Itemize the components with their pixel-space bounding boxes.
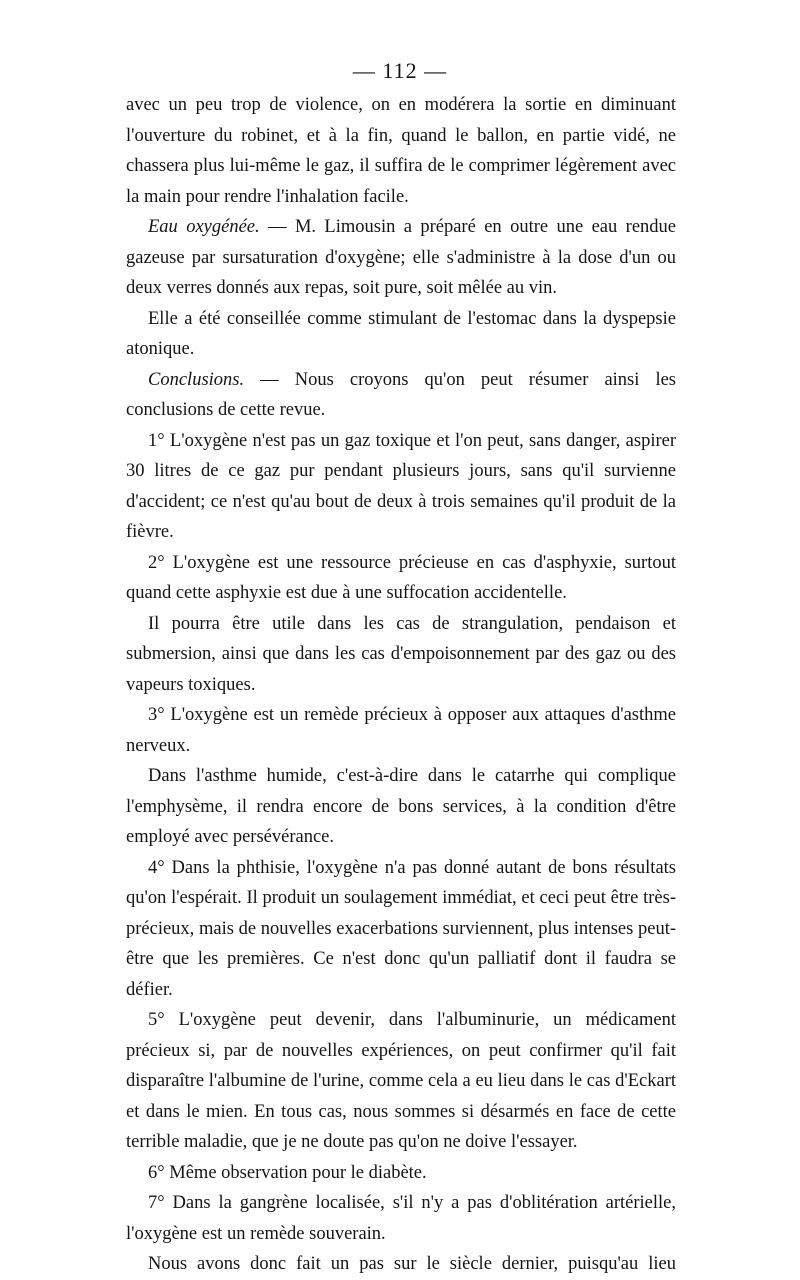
paragraph-text: 5° L'oxygène peut devenir, dans l'albuminurie, un médicament précieux si, par de nouvelles expériences, on peut confirmer qu'il fait disparaître l'albumine de l'urine, comme cela a eu lieu dans le cas d'Eckart et dans le mien. En tous cas, nous sommes si désarmés en face de cette terrible maladie, que je ne doute pas qu'on ne doive l'essayer. — [126, 1010, 676, 1152]
conclusion-6 — [126, 1158, 676, 1189]
conclusion-7 — [126, 1188, 676, 1249]
paragraph-text: 6° Même observation pour le diabète. — [148, 1162, 427, 1183]
section-heading-conclusions: Conclusions. — [148, 369, 245, 390]
paragraph-text: Elle a été conseillée comme stimulant de l'estomac dans la dyspepsie atonique. — [126, 308, 676, 359]
paragraph-text: 3° L'oxygène est un remède précieux à opposer aux attaques d'asthme nerveux. — [126, 705, 676, 756]
body-text — [126, 90, 676, 1280]
paragraph — [126, 609, 676, 701]
conclusion-4 — [126, 853, 676, 1006]
paragraph — [126, 761, 676, 853]
conclusion-1 — [126, 426, 676, 548]
paragraph-text: Dans l'asthme humide, c'est-à-dire dans le catarrhe qui complique l'emphysème, il rendra encore de bons services, à la condition d'être employé avec persévérance. — [126, 766, 676, 847]
paragraph-last — [126, 1249, 676, 1280]
paragraph-text: 2° L'oxygène est une ressource précieuse en cas d'asphyxie, surtout quand cette asphyxie est due à une suffocation accidentelle. — [126, 552, 676, 603]
paragraph-text: 4° Dans la phthisie, l'oxygène n'a pas donné autant de bons résultats qu'on l'espérait. Il produit un soulagement immédiat, et ceci peut être très-précieux, mais de nouvelles exacerbations surviennent, plus intenses peut-être que les premières. Ce n'est donc qu'un palliatif dont il faudra se défier. — [126, 857, 676, 1000]
paragraph-continuation — [126, 90, 676, 212]
conclusion-3 — [126, 700, 676, 761]
section-heading-eau-oxygenee: Eau oxygénée. — [148, 217, 260, 237]
paragraph-text: 1° L'oxygène n'est pas un gaz toxique et l'on peut, sans danger, aspirer 30 litres de ce gaz pur pendant plusieurs jours, sans qu'il survienne d'accident; ce n'est qu'au bout de deux à trois semaines qu'il produit de la fièvre. — [126, 430, 676, 542]
paragraph-text: avec un peu trop de violence, on en modérera la sortie en diminuant l'ouverture du robinet, et à la fin, quand le ballon, en partie vidé, ne chassera plus lui-même le gaz, il suffira de le comprimer légèrement avec la main pour rendre l'inhalation facile. — [126, 95, 676, 207]
conclusion-2 — [126, 548, 676, 609]
paragraph-text: 7° Dans la gangrène localisée, s'il n'y a pas d'oblitération artérielle, l'oxygène est un remède souverain. — [126, 1193, 676, 1244]
paragraph-conclusions — [126, 365, 676, 426]
conclusion-5 — [126, 1005, 676, 1158]
paragraph-text: — M. Limousin a préparé en outre une eau rendue gazeuse par sursaturation d'oxygène; elle s'administre à la dose d'un ou deux verres donnés aux repas, soit pure, soit mêlée au vin. — [126, 217, 676, 298]
paragraph-text: Nous avons donc fait un pas sur le siècle dernier, puisqu'au lieu — [148, 1254, 676, 1274]
page-number: — 112 — — [352, 58, 448, 83]
paragraph-eau-oxygenee — [126, 212, 676, 304]
paragraph — [126, 304, 676, 365]
paragraph-text: Il pourra être utile dans les cas de strangulation, pendaison et submersion, ainsi que dans les cas d'empoisonnement par des gaz ou des vapeurs toxiques. — [126, 613, 676, 695]
paragraph-text: — Nous croyons qu'on peut résumer ainsi les conclusions de cette revue. — [126, 369, 676, 420]
